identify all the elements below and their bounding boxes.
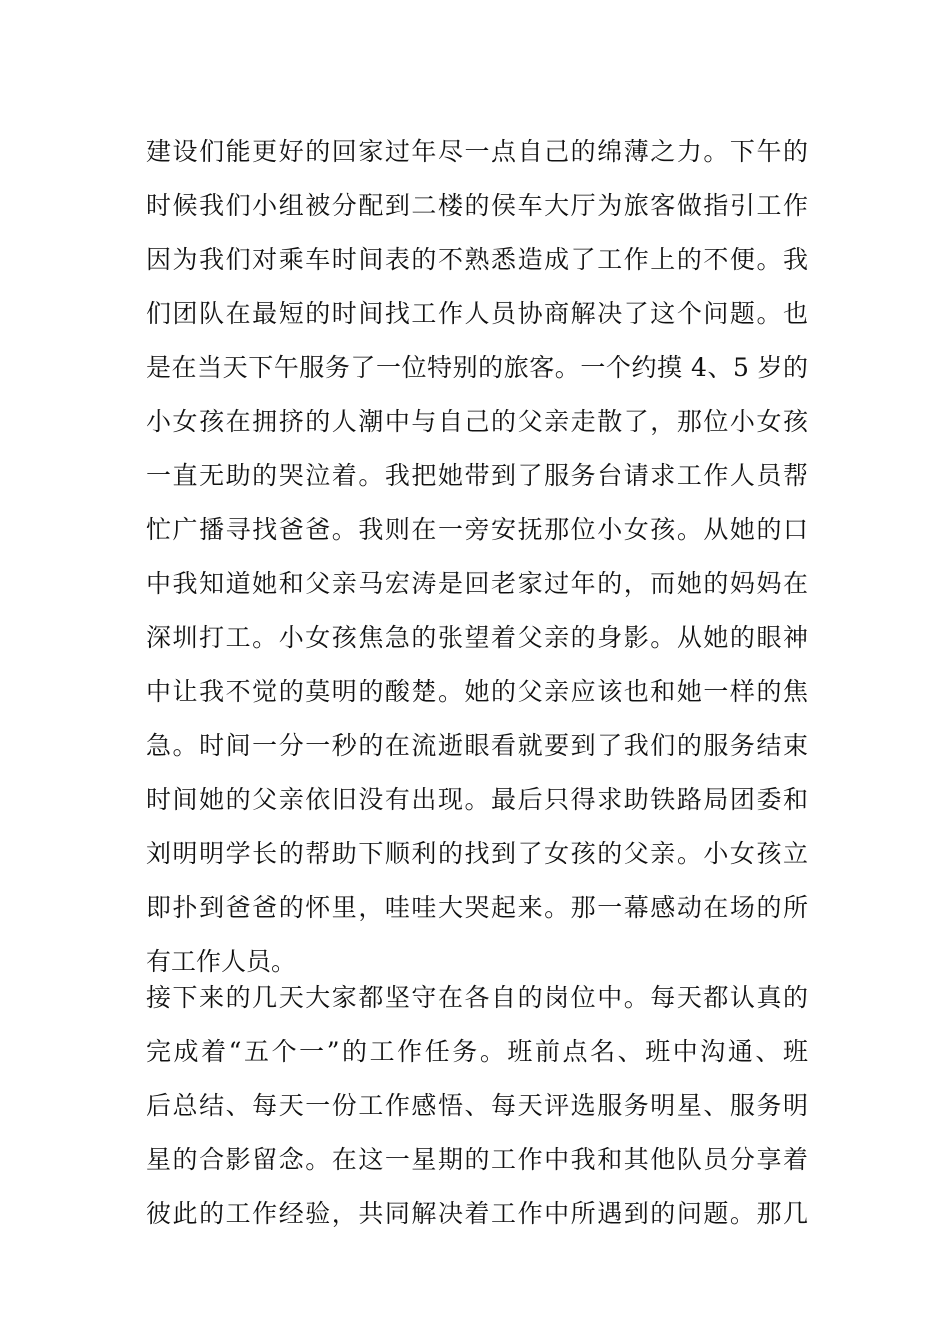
text-line: 刘明明学长的帮助下顺利的找到了女孩的父亲。小女孩立	[146, 839, 808, 868]
text-line: 接下来的几天大家都坚守在各自的岗位中。每天都认真的	[146, 983, 808, 1012]
text-line: 小女孩在拥挤的人潮中与自己的父亲走散了，那位小女孩	[146, 407, 808, 436]
text-line: 完成着“五个一”的工作任务。班前点名、班中沟通、班	[146, 1037, 808, 1066]
text-line: 是在当天下午服务了一位特别的旅客。一个约摸 4、5 岁的	[146, 353, 808, 382]
text-line: 深圳打工。小女孩焦急的张望着父亲的身影。从她的眼神	[146, 623, 808, 652]
text-line: 即扑到爸爸的怀里，哇哇大哭起来。那一幕感动在场的所	[146, 893, 808, 922]
text-line: 时间她的父亲依旧没有出现。最后只得求助铁路局团委和	[146, 785, 808, 814]
text-line: 忙广播寻找爸爸。我则在一旁安抚那位小女孩。从她的口	[146, 515, 808, 544]
text-line: 中让我不觉的莫明的酸楚。她的父亲应该也和她一样的焦	[146, 677, 808, 706]
paragraph-1	[146, 125, 808, 989]
text-line: 因为我们对乘车时间表的不熟悉造成了工作上的不便。我	[146, 245, 808, 274]
text-line: 一直无助的哭泣着。我把她带到了服务台请求工作人员帮	[146, 461, 808, 490]
text-line: 时候我们小组被分配到二楼的侯车大厅为旅客做指引工作	[146, 191, 808, 220]
paragraph-2	[146, 971, 808, 1241]
text-line: 们团队在最短的时间找工作人员协商解决了这个问题。也	[146, 299, 808, 328]
text-line: 后总结、每天一份工作感悟、每天评选服务明星、服务明	[146, 1091, 808, 1120]
text-line: 有工作人员。	[146, 947, 297, 976]
text-line: 急。时间一分一秒的在流逝眼看就要到了我们的服务结束	[146, 731, 808, 760]
text-line: 彼此的工作经验，共同解决着工作中所遇到的问题。那几	[146, 1199, 808, 1228]
text-line: 建设们能更好的回家过年尽一点自己的绵薄之力。下午的	[146, 137, 808, 166]
text-line: 星的合影留念。在这一星期的工作中我和其他队员分享着	[146, 1145, 808, 1174]
text-line: 中我知道她和父亲马宏涛是回老家过年的，而她的妈妈在	[146, 569, 808, 598]
